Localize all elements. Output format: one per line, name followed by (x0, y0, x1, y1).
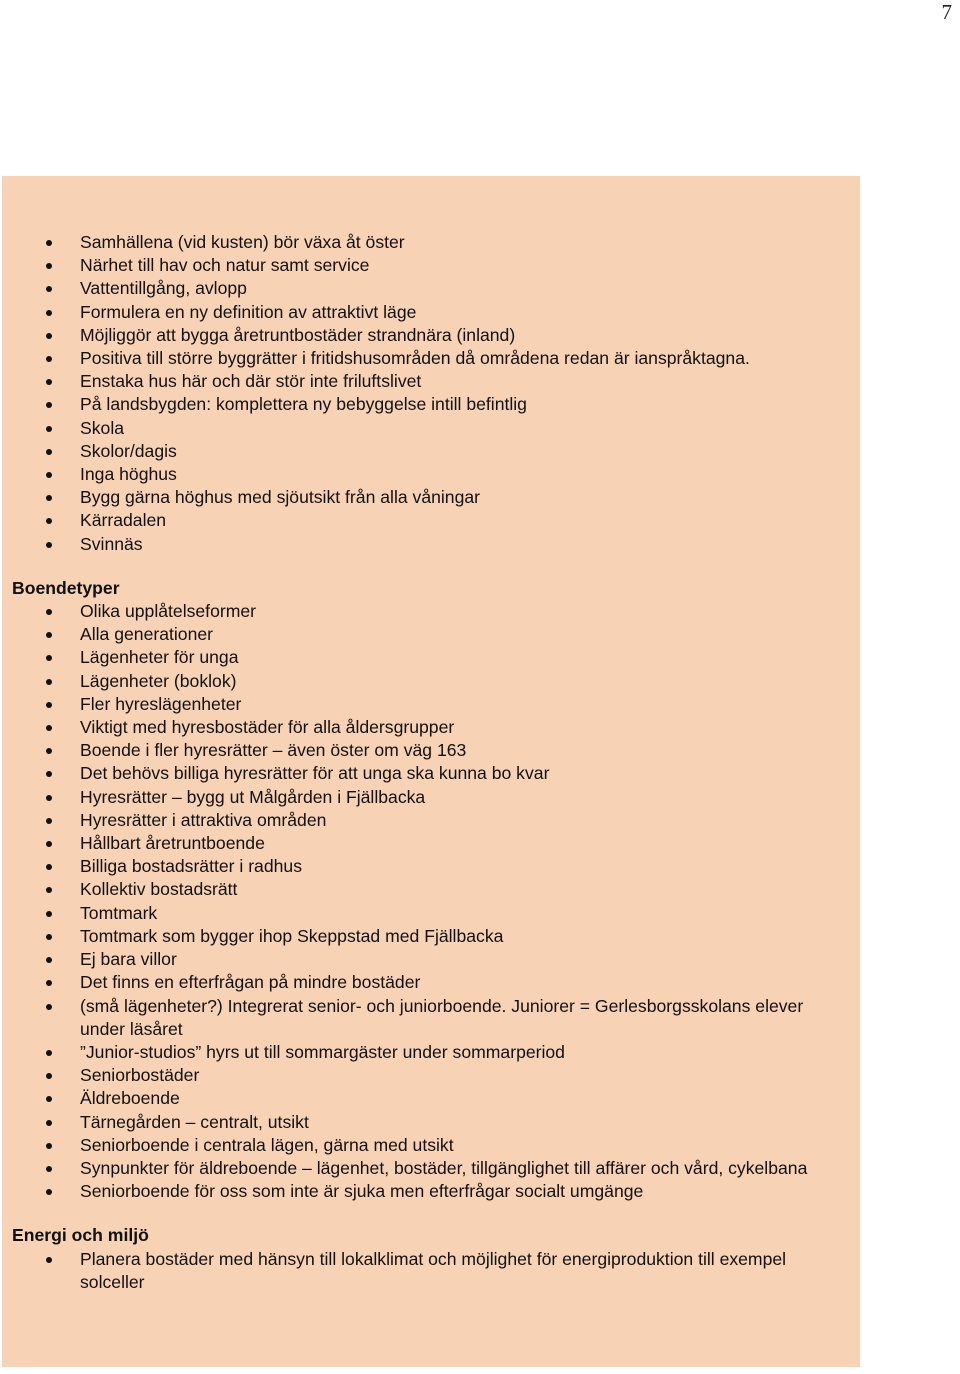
list-item (2, 623, 860, 646)
list-item-text: Viktigt med hyresbostäder för alla åldersgrupper (80, 717, 455, 738)
list-item (2, 301, 860, 324)
bullet-icon (46, 702, 52, 708)
bullet-icon (46, 1050, 52, 1056)
section3-list (2, 1248, 860, 1294)
bullet-icon (46, 402, 52, 408)
list-item-text: ”Junior-studios” hyrs ut till sommargäster under sommarperiod (80, 1041, 565, 1062)
list-item (2, 809, 860, 832)
list-item-text: Seniorboende för oss som inte är sjuka men efterfrågar socialt umgänge (80, 1181, 644, 1202)
list-item-text: Kollektiv bostadsrätt (80, 879, 238, 900)
bullet-icon (46, 609, 52, 615)
list-item-text: Seniorbostäder (80, 1065, 200, 1086)
list-item (2, 324, 860, 347)
section1-list (2, 231, 860, 556)
bullet-icon (46, 356, 52, 362)
list-item-text: (små lägenheter?) Integrerat senior- och juniorboende. Juniorer = Gerlesborgsskolans elever under läsåret (80, 995, 804, 1039)
list-item (2, 925, 860, 948)
list-item (2, 533, 860, 556)
bullet-icon (46, 864, 52, 870)
list-item (2, 1111, 860, 1134)
list-item (2, 971, 860, 994)
list-item (2, 716, 860, 739)
list-item (2, 1180, 860, 1203)
bullet-icon (46, 263, 52, 269)
bullet-icon (46, 1120, 52, 1126)
list-item-text: Tomtmark (80, 902, 158, 923)
content-box (2, 176, 860, 1367)
list-item-text: Äldreboende (80, 1088, 180, 1109)
bullet-icon (46, 495, 52, 501)
bullet-icon (46, 449, 52, 455)
bullet-icon (46, 286, 52, 292)
bullet-icon (46, 1143, 52, 1149)
list-item (2, 1064, 860, 1087)
list-area (2, 231, 860, 1294)
bullet-icon (46, 1073, 52, 1079)
list-item-text: Hyresrätter – bygg ut Målgården i Fjällbacka (80, 786, 426, 807)
bullet-icon (46, 310, 52, 316)
bullet-icon (46, 748, 52, 754)
bullet-icon (46, 472, 52, 478)
bullet-icon (46, 1004, 52, 1010)
list-item-text: Kärradalen (80, 510, 167, 531)
list-item-text: Synpunkter för äldreboende – lägenhet, bostäder, tillgänglighet till affärer och vård, cykelbana (80, 1157, 808, 1178)
list-item (2, 693, 860, 716)
list-item-text: Fler hyreslägenheter (80, 693, 242, 714)
list-item-text: Hållbart åretruntboende (80, 833, 265, 854)
spacer (2, 1203, 860, 1224)
bullet-icon (46, 240, 52, 246)
bullet-icon (46, 655, 52, 661)
list-item (2, 600, 860, 623)
bullet-icon (46, 934, 52, 940)
list-item-text: Billiga bostadsrätter i radhus (80, 856, 302, 877)
list-item (2, 440, 860, 463)
list-item (2, 277, 860, 300)
bullet-icon (46, 426, 52, 432)
list-item (2, 1134, 860, 1157)
list-item (2, 646, 860, 669)
list-item-text: På landsbygden: komplettera ny bebyggelse intill befintlig (80, 394, 527, 415)
section2-list (2, 600, 860, 1203)
list-item (2, 254, 860, 277)
list-item (2, 463, 860, 486)
list-item (2, 486, 860, 509)
spacer (2, 556, 860, 577)
page-number: 7 (941, 0, 952, 24)
list-item-text: Skolor/dagis (80, 440, 177, 461)
list-item-text: Närhet till hav och natur samt service (80, 255, 370, 276)
list-item-text: Skola (80, 417, 125, 438)
list-item-text: Tärnegården – centralt, utsikt (80, 1111, 309, 1132)
list-item (2, 1157, 860, 1180)
list-item (2, 762, 860, 785)
bullet-icon (46, 1096, 52, 1102)
section-heading-boendetyper: Boendetyper (12, 577, 120, 598)
list-item-text: Svinnäs (80, 533, 143, 554)
list-item-text: Möjliggör att bygga åretruntbostäder strandnära (inland) (80, 324, 516, 345)
list-item-text: Det finns en efterfrågan på mindre bostäder (80, 972, 421, 993)
bullet-icon (46, 542, 52, 548)
bullet-icon (46, 911, 52, 917)
bullet-icon (46, 771, 52, 777)
list-item (2, 855, 860, 878)
list-item (2, 739, 860, 762)
bullet-icon (46, 957, 52, 963)
bullet-icon (46, 818, 52, 824)
list-item-text: Inga höghus (80, 464, 177, 485)
list-item-text: Formulera en ny definition av attraktivt läge (80, 301, 417, 322)
list-item-text: Lägenheter för unga (80, 647, 239, 668)
list-item-text: Det behövs billiga hyresrätter för att unga ska kunna bo kvar (80, 763, 550, 784)
list-item (2, 347, 860, 370)
list-item (2, 417, 860, 440)
bullet-icon (46, 795, 52, 801)
list-item-text: Ej bara villor (80, 949, 177, 970)
list-item (2, 995, 860, 1041)
list-item-text: Alla generationer (80, 624, 214, 645)
list-item-text: Lägenheter (boklok) (80, 670, 237, 691)
bullet-icon (46, 632, 52, 638)
bullet-icon (46, 887, 52, 893)
list-item (2, 832, 860, 855)
list-item-text: Samhällena (vid kusten) bör växa åt öster (80, 232, 405, 252)
list-item-text: Hyresrätter i attraktiva områden (80, 809, 327, 830)
list-item (2, 670, 860, 693)
section-heading-energi: Energi och miljö (12, 1225, 149, 1246)
list-item-text: Seniorboende i centrala lägen, gärna med utsikt (80, 1134, 454, 1155)
bullet-icon (46, 679, 52, 685)
list-item-text: Planera bostäder med hänsyn till lokalklimat och möjlighet för energiproduktion till exempel solceller (80, 1248, 787, 1292)
list-item (2, 786, 860, 809)
bullet-icon (46, 1189, 52, 1195)
bullet-icon (46, 725, 52, 731)
list-item (2, 393, 860, 416)
list-item-text: Boende i fler hyresrätter – även öster om väg 163 (80, 740, 467, 761)
bullet-icon (46, 518, 52, 524)
list-item (2, 878, 860, 901)
list-item-text: Olika upplåtelseformer (80, 601, 257, 622)
bullet-icon (46, 379, 52, 385)
list-item-text: Bygg gärna höghus med sjöutsikt från alla våningar (80, 487, 481, 508)
list-item (2, 1087, 860, 1110)
list-item-text: Positiva till större byggrätter i fritidshusområden då områdena redan är ianspråktagna. (80, 348, 750, 369)
bullet-icon (46, 980, 52, 986)
list-item-text: Tomtmark som bygger ihop Skeppstad med Fjällbacka (80, 925, 504, 946)
bullet-icon (46, 333, 52, 339)
bullet-icon (46, 1166, 52, 1172)
bullet-icon (46, 841, 52, 847)
list-item (2, 509, 860, 532)
list-item (2, 370, 860, 393)
list-item (2, 1248, 860, 1294)
list-item (2, 1041, 860, 1064)
list-item (2, 231, 860, 254)
bullet-icon (46, 1257, 52, 1263)
list-item-text: Vattentillgång, avlopp (80, 278, 247, 299)
list-item (2, 948, 860, 971)
list-item (2, 902, 860, 925)
list-item-text: Enstaka hus här och där stör inte friluftslivet (80, 371, 422, 392)
